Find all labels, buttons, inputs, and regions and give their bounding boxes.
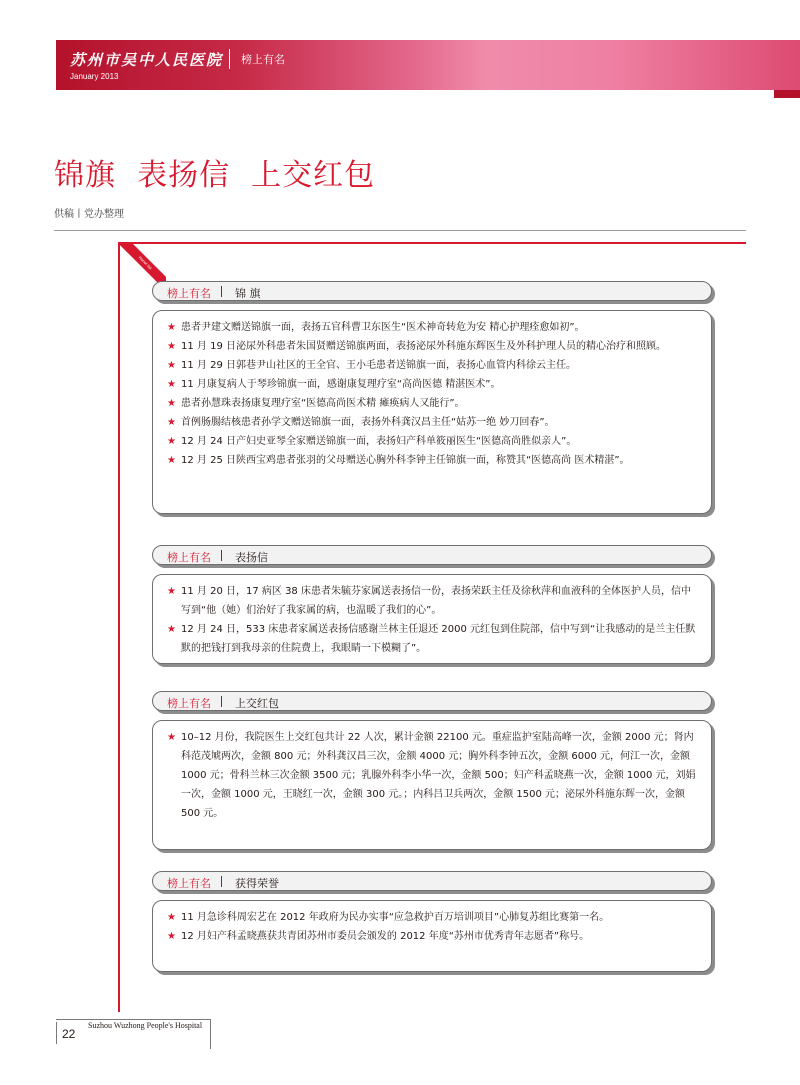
- star-bullet-icon: ★: [167, 624, 176, 635]
- section-label: 榜上有名: [241, 53, 285, 66]
- tab-label: 榜上有名: [167, 877, 211, 890]
- item-text: 11 月 29 日郭巷尹山社区的王全官、王小毛患者送锦旗一面，表扬心血管内科徐云主任。: [181, 360, 576, 371]
- list-item: [167, 620, 697, 658]
- issue-date: January 2013: [70, 72, 119, 81]
- list-item: [167, 375, 697, 394]
- tab-label: 榜上有名: [167, 551, 211, 564]
- tab-divider: [221, 286, 222, 297]
- title-divider: [54, 230, 746, 231]
- list-item: [167, 394, 697, 413]
- header-band: [56, 40, 800, 90]
- content-top-rule: [118, 242, 746, 244]
- item-text: 11 月康复病人于琴珍锦旗一面，感谢康复理疗室“高尚医德 精湛医术”。: [181, 379, 501, 390]
- list-item: [167, 927, 697, 946]
- tab-divider: [221, 696, 222, 707]
- hospital-logo: 苏州市吴中人民医院: [70, 51, 224, 69]
- page-title: 锦旗 表扬信 上交红包: [54, 158, 376, 193]
- list-item: [167, 356, 697, 375]
- star-bullet-icon: ★: [167, 912, 176, 923]
- star-bullet-icon: ★: [167, 436, 176, 447]
- item-text: 11 月 19 日泌尿外科患者朱国贤赠送锦旗两面，表扬泌尿外科施东辉医生及外科护理人员的精心治疗和照顾。: [181, 341, 666, 352]
- section-tab: [152, 545, 712, 565]
- star-bullet-icon: ★: [167, 379, 176, 390]
- tab-heading: 锦 旗: [235, 287, 261, 300]
- item-text: 11 月 20 日，17 病区 38 床患者朱毓芬家属送表扬信一份，表扬荣跃主任及徐秋萍和血液科的全体医护人员，信中写到“他（她）们治好了我家属的病，也温暖了我们的心”。: [181, 586, 691, 616]
- item-text: 12 月 24 日产妇史亚琴全家赠送锦旗一面，表扬妇产科单筱丽医生“医德高尚胜似亲人”。: [181, 436, 577, 447]
- list-item: [167, 451, 697, 470]
- star-bullet-icon: ★: [167, 586, 176, 597]
- header-band-tail: [774, 90, 800, 98]
- list-item: [167, 582, 697, 620]
- list-item: [167, 318, 697, 337]
- list-item: [167, 432, 697, 451]
- header-divider: [229, 49, 230, 69]
- item-text: 患者尹建文赠送锦旗一面，表扬五官科曹卫东医生“医术神奇转危为安 精心护理痊愈如初”。: [181, 322, 585, 333]
- section-tab: [152, 691, 712, 711]
- tab-label: 榜上有名: [167, 697, 211, 710]
- item-text: 患者孙慧珠表扬康复理疗室“医德高尚医术精 瘫痪病人又能行”。: [181, 398, 465, 409]
- list-item: [167, 413, 697, 432]
- section-content-box: [152, 574, 712, 664]
- footer-end-rule: [210, 1019, 211, 1049]
- list-item: [167, 728, 697, 823]
- footer-hospital-name: Suzhou Wuzhong People's Hospital: [88, 1021, 203, 1030]
- article-credit: 供稿丨党办整理: [54, 209, 124, 220]
- section-content-box: [152, 310, 712, 514]
- item-text: 12 月妇产科孟晓燕获共青团苏州市委员会颁发的 2012 年度“苏州市优秀青年志愿者”称号。: [181, 931, 590, 942]
- content-left-rule: [118, 242, 120, 1012]
- section-tab: [152, 871, 712, 891]
- footer-rule: [56, 1019, 211, 1020]
- list-item: [167, 908, 697, 927]
- tab-divider: [221, 550, 222, 561]
- section-red-envelopes: [152, 691, 712, 850]
- section-content-box: [152, 900, 712, 972]
- tab-label: 榜上有名: [167, 287, 211, 300]
- item-text: 10–12 月份，我院医生上交红包共计 22 人次，累计金额 22100 元。重症监护室陆高峰一次，金额 2000 元；肾内科范茂虓两次，金额 800 元；外科龚汉昌三次，金额 4000 元；胸外科李钟五次，金额 6000 元，何江一次，金额 1000 元；骨科兰林三次金额 3500 元；乳腺外科李小华一次，金额 500；妇产科孟晓燕一次，金额 1000 元，刘娟一次，金额 1000 元，王晓红一次，金额 300 元。；内科吕卫兵两次，金额 1500 元；泌尿外科施东辉一次，金额 500 元。: [181, 732, 696, 819]
- list-item: [167, 337, 697, 356]
- star-bullet-icon: ★: [167, 341, 176, 352]
- section-honors: [152, 871, 712, 972]
- star-bullet-icon: ★: [167, 360, 176, 371]
- star-bullet-icon: ★: [167, 417, 176, 428]
- footer-divider: [56, 1022, 57, 1044]
- item-text: 首例肠腸结核患者孙学文赠送锦旗一面，表扬外科龚汉昌主任“姑苏一绝 妙刀回春”。: [181, 417, 555, 428]
- tab-heading: 上交红包: [235, 697, 279, 710]
- star-bullet-icon: ★: [167, 455, 176, 466]
- tab-heading: 获得荣誉: [235, 877, 279, 890]
- star-bullet-icon: ★: [167, 732, 176, 743]
- item-text: 12 月 24 日，533 床患者家属送表扬信感谢兰林主任退还 2000 元红包到住院部，信中写到“让我感动的是兰主任默默的把钱打到我母亲的住院费上，我眼睛一下模糊了”。: [181, 624, 696, 654]
- section-letters: [152, 545, 712, 664]
- section-content-box: [152, 720, 712, 850]
- section-tab: [152, 281, 712, 301]
- item-text: 12 月 25 日陕西宝鸡患者张羽的父母赠送心胸外科李钟主任锦旗一面，称赞其“医德高尚 医术精湛”。: [181, 455, 630, 466]
- star-bullet-icon: ★: [167, 931, 176, 942]
- section-banners: [152, 281, 712, 514]
- page-number: 22: [62, 1027, 76, 1041]
- tab-divider: [221, 876, 222, 887]
- ribbon-label: Honor list: [120, 244, 166, 290]
- item-text: 11 月急诊科周宏艺在 2012 年政府为民办实事“应急救护百万培训项目”心肺复苏组比赛第一名。: [181, 912, 610, 923]
- star-bullet-icon: ★: [167, 398, 176, 409]
- tab-heading: 表扬信: [235, 551, 268, 564]
- star-bullet-icon: ★: [167, 322, 176, 333]
